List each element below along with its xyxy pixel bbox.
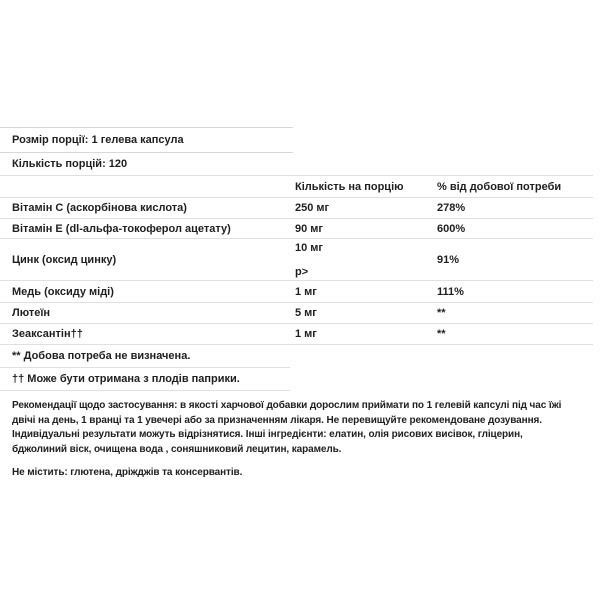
free-of-statement: Не містить: глютена, дріжджів та консервантів. — [12, 466, 243, 478]
nutrient-table — [0, 175, 593, 345]
table-row-vitamin-e — [0, 219, 593, 239]
table-row-copper — [0, 281, 593, 303]
column-header-dv: % від добової потреби — [437, 180, 562, 193]
nutrient-amount: 1 мг — [295, 285, 317, 298]
nutrient-dv: 278% — [437, 202, 466, 214]
nutrient-name: Медь (оксиду міді) — [12, 285, 114, 298]
nutrient-name: Вітамін E (dl-альфа-токоферол ацетату) — [12, 222, 231, 235]
table-row-lutein — [0, 303, 593, 324]
nutrient-dv: 600% — [437, 222, 466, 235]
table-row-zinc — [0, 239, 593, 281]
nutrient-dv: 91% — [437, 253, 460, 266]
servings-per-container-row: Кількість порцій: 120 — [12, 158, 128, 170]
column-header-amount: Кількість на порцію — [295, 180, 404, 193]
usage-directions: Рекомендації щодо застосування: в якості харчової добавки дорослим приймати по 1 гелевій капсулі під час їжі двічі на день, 1 вранці та 1 увечері або за призначенням лікаря. Не перевищуйте рекомендоване дозування. Індивідуальні результати можуть відрізнятися. Інші інгредієнти: елатин, олія рисових висівок, гліцерин, бджолиний віск, очищена вода , соняшниковий лецитин, карамель. — [12, 400, 562, 456]
table-row-vitamin-c — [0, 198, 593, 219]
nutrient-name: Вітамін C (аскорбінова кислота) — [12, 202, 187, 214]
nutrient-dv: ** — [437, 328, 446, 340]
serving-size-row: Розмір порції: 1 гелева капсула — [0, 128, 293, 153]
nutrient-name: Лютеїн — [12, 307, 51, 319]
nutrient-dv: ** — [437, 307, 446, 319]
serving-info-box — [0, 127, 293, 175]
footnote-daily-value: ** Добова потреба не визначена. — [0, 345, 290, 368]
nutrient-amount: 250 мг — [295, 202, 330, 214]
footnote-paprika: †† Може бути отримана з плодів паприки. — [0, 368, 290, 391]
nutrient-name: Цинк (оксид цинку) — [12, 253, 117, 266]
nutrient-amount-extra: p> — [295, 265, 309, 278]
nutrient-amount: 5 мг — [295, 307, 317, 319]
nutrient-dv: 111% — [437, 285, 464, 298]
nutrient-amount: 90 мг — [295, 222, 324, 235]
nutrient-amount-stack — [295, 242, 437, 278]
nutrient-amount: 10 мг — [295, 241, 324, 254]
nutrient-name: Зеаксантін†† — [12, 328, 83, 340]
nutrient-amount: 1 мг — [295, 328, 317, 340]
table-header-row — [0, 176, 593, 198]
table-row-zeaxanthin — [0, 324, 593, 345]
